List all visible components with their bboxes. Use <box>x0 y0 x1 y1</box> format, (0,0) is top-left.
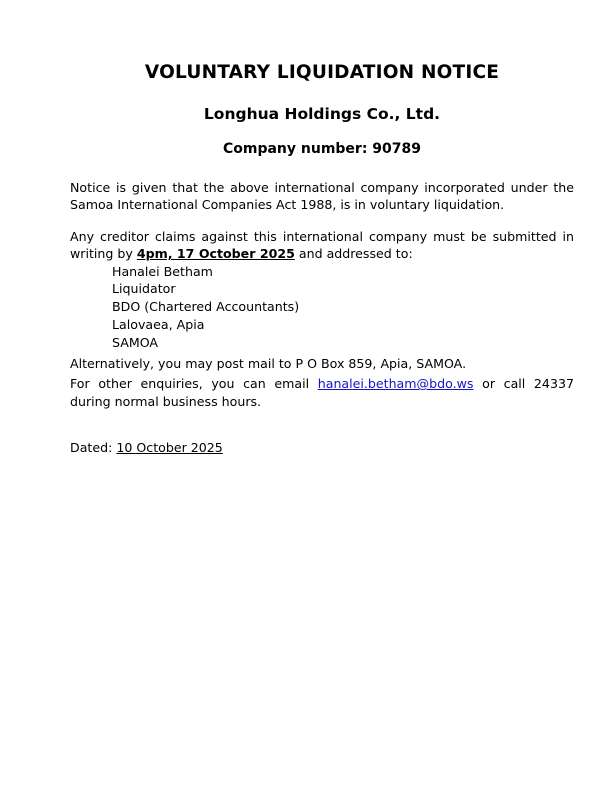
claims-paragraph <box>70 228 574 263</box>
company-number: Company number: 90789 <box>222 141 422 157</box>
enquiries-tail: or call 24337 during normal business hours. <box>70 376 574 409</box>
company-name: Longhua Holdings Co., Ltd. <box>203 105 441 123</box>
address-line: Liquidator <box>112 281 176 297</box>
page-title: VOLUNTARY LIQUIDATION NOTICE <box>144 62 500 83</box>
address-line: SAMOA <box>112 335 159 350</box>
dated-line <box>70 440 574 455</box>
postal-line: Alternatively, you may post mail to P O Box 859, Apia, SAMOA. <box>70 355 467 371</box>
claims-paragraph-tail: and addressed to: <box>294 246 413 262</box>
dated-label: Dated: <box>70 440 117 455</box>
claims-paragraph-lead: Any creditor claims against this international company must be submitted in writing by <box>70 228 574 262</box>
address-line: Hanalei Betham <box>112 263 213 279</box>
address-line: BDO (Chartered Accountants) <box>112 299 300 315</box>
email-link[interactable]: hanalei.betham@bdo.ws <box>317 376 474 392</box>
notice-paragraph: Notice is given that the above international company incorporated under the Samoa International Companies Act 1988, is in voluntary liquidation. <box>70 180 574 213</box>
address-line: Lalovaea, Apia <box>112 317 205 333</box>
enquiries-paragraph <box>70 375 574 410</box>
dated-value: 10 October 2025 <box>116 440 223 455</box>
liquidator-address-block <box>112 263 574 352</box>
claims-deadline: 4pm, 17 October 2025 <box>136 246 295 262</box>
enquiries-lead: For other enquiries, you can email <box>70 376 318 392</box>
